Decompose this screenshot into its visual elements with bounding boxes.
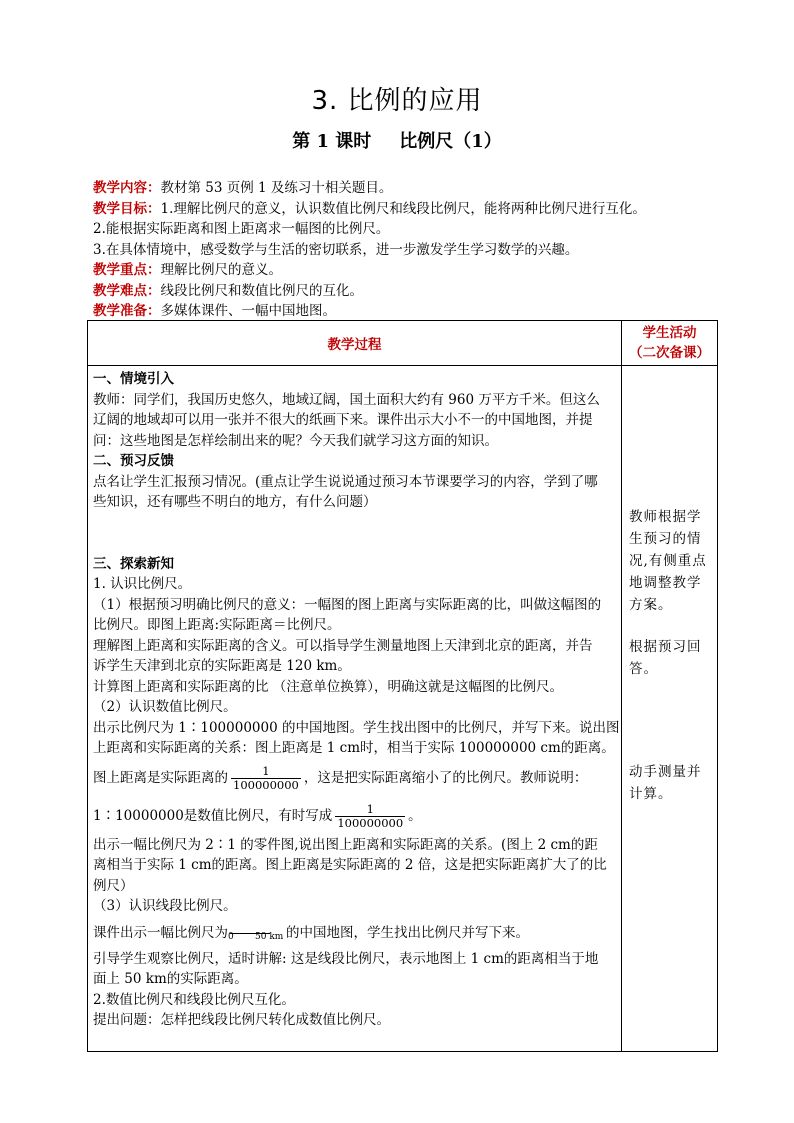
text-fragment: 1∶10000000是数值比例尺，有时写成 — [93, 807, 333, 824]
text-line: 比例尺。即图上距离:实际距离＝比例尺。 — [93, 617, 341, 633]
text-line: 离相当于实际 1 cm的距离。图上距离是实际距离的 2 倍，这是把实际距离扩大了的比 — [93, 857, 607, 873]
goal-1: 1.理解比例尺的意义，认识数值比例尺和线段比例尺，能将两种比例尺进行互化。 — [160, 200, 646, 217]
section-preview-title: 二、预习反馈 — [93, 453, 174, 469]
section-intro-title: 一、情境引入 — [93, 371, 174, 387]
fraction-numerator: 1 — [262, 763, 270, 778]
text-line: 1. 认识比例尺。 — [93, 576, 192, 592]
text-line: （3）认识线段比例尺。 — [93, 898, 237, 914]
text-fragment: 的中国地图，学生找出比例尺并写下来。 — [286, 924, 529, 941]
difficulty-text: 线段比例尺和数值比例尺的互化。 — [160, 282, 363, 299]
text-line: 诉学生天津到北京的实际距离是 120 km。 — [93, 658, 351, 674]
note-line: 况,有侧重点 — [629, 553, 707, 569]
header-student-line-2: （二次备课） — [629, 345, 710, 361]
note-line: 地调整教学 — [629, 575, 702, 591]
meta-goal-2: 2.能根据实际距离和图上距离求一幅图的比例尺。 — [93, 221, 390, 237]
key-label: 教学重点： — [93, 262, 161, 278]
note-line: 教师根据学 — [629, 509, 702, 525]
lesson-number: 第 1 课时 — [292, 131, 372, 152]
text-line: 些知识，还有哪些不明白的地方，有什么问题） — [93, 494, 377, 510]
text-line: （2）认识数值比例尺。 — [93, 699, 237, 715]
text-line: 面上 50 km的实际距离。 — [93, 971, 248, 987]
fraction-line — [93, 759, 617, 797]
header-student-activity — [622, 321, 718, 366]
text-line: 教师：同学们，我国历史悠久，地域辽阔，国土面积大约有 960 万平方千米。但这么 — [93, 391, 600, 408]
scale-zero-label: 0 — [228, 932, 234, 942]
scale-fifty-label: 50 km — [255, 932, 284, 942]
process-cell — [88, 366, 622, 1052]
text-line: 引导学生观察比例尺，适时讲解: 这是线段比例尺，表示地图上 1 cm的距离相当于地 — [93, 950, 599, 967]
section-explore-title: 三、探索新知 — [93, 555, 174, 572]
content-label: 教学内容： — [93, 180, 161, 196]
text-fragment: 。 — [408, 807, 422, 824]
text-line: 例尺） — [93, 877, 134, 894]
text-line: 点名让学生汇报预习情况。(重点让学生说说通过预习本节课要学习的内容，学到了哪 — [93, 473, 598, 490]
scale-line — [93, 917, 617, 949]
meta-goal-3: 3.在具体情境中，感受数学与生活的密切联系，进一步激发学生学习数学的兴趣。 — [93, 241, 579, 258]
line-scale-icon — [228, 923, 286, 943]
lesson-topic: 比例尺（1） — [399, 131, 502, 152]
preparation-label: 教学准备： — [93, 303, 161, 319]
lesson-subtitle — [0, 127, 794, 153]
header-process: 教学过程 — [88, 321, 622, 366]
meta-goal — [93, 199, 723, 220]
student-note-answer — [629, 636, 713, 680]
text-line: 问：这些地图是怎样绘制出来的呢？今天我们就学习这方面的知识。 — [93, 432, 498, 449]
text-line: 计算图上距离和实际距离的比 （注意单位换算），明确这就是这幅图的比例尺。 — [93, 678, 564, 695]
student-note-preview — [629, 506, 713, 616]
note-line: 根据预习回 — [629, 639, 702, 655]
fraction-line — [93, 797, 617, 835]
teaching-process-table — [87, 320, 718, 1052]
student-activity-cell — [622, 366, 718, 1052]
key-text: 理解比例尺的意义。 — [160, 262, 282, 278]
fraction-denominator: 100000000 — [337, 815, 404, 830]
note-line: 计算。 — [629, 786, 673, 802]
note-line: 生预习的情 — [629, 531, 702, 547]
note-line: 方案。 — [629, 597, 673, 613]
note-line: 动手测量并 — [629, 764, 702, 780]
meta-key — [93, 260, 723, 281]
fraction-denominator: 100000000 — [233, 777, 299, 792]
difficulty-label: 教学难点： — [93, 282, 161, 299]
content-text: 教材第 53 页例 1 及练习十相关题目。 — [160, 180, 393, 196]
text-line: 上距离和实际距离的关系：图上距离是 1 cm时，相当于实际 100000000 cm的距离。 — [93, 740, 615, 756]
text-fragment: 图上距离是实际距离的 — [93, 769, 228, 786]
text-line: （1）根据预习明确比例尺的意义：一幅图的图上距离与实际距离的比，叫做这幅图的 — [93, 596, 602, 613]
student-note-measure — [629, 761, 713, 805]
text-line: 出示比例尺为 1∶100000000 的中国地图。学生找出图中的比例尺，并写下来。说出图 — [93, 719, 620, 736]
text-line: 提出问题：怎样把线段比例尺转化成数值比例尺。 — [93, 1012, 390, 1028]
preparation-text: 多媒体课件、一幅中国地图。 — [160, 303, 336, 319]
fraction-numerator: 1 — [366, 801, 374, 816]
text-line: 辽阔的地域却可以用一张并不很大的纸画下来。课件出示大小不一的中国地图，并提 — [93, 412, 593, 428]
note-line: 答。 — [629, 661, 658, 677]
text-line: 2.数值比例尺和线段比例尺互化。 — [93, 991, 295, 1008]
meta-preparation — [93, 301, 723, 322]
fraction — [335, 803, 405, 830]
page-title: 3. 比例的应用 — [311, 86, 483, 116]
text-fragment: 课件出示一幅比例尺为 — [93, 924, 228, 941]
text-line: 出示一幅比例尺为 2∶1 的零件图,说出图上距离和实际距离的关系。(图上 2 cm的距 — [93, 836, 598, 853]
text-line: 理解图上距离和实际距离的含义。可以指导学生测量地图上天津到北京的距离，并告 — [93, 637, 593, 654]
fraction — [231, 765, 301, 792]
text-fragment: ，这是把实际距离缩小了的比例尺。教师说明： — [303, 769, 588, 786]
meta-difficulty — [93, 281, 723, 302]
meta-content — [93, 178, 723, 199]
header-student-line-1: 学生活动 — [642, 325, 697, 341]
goal-label: 教学目标： — [93, 200, 161, 217]
